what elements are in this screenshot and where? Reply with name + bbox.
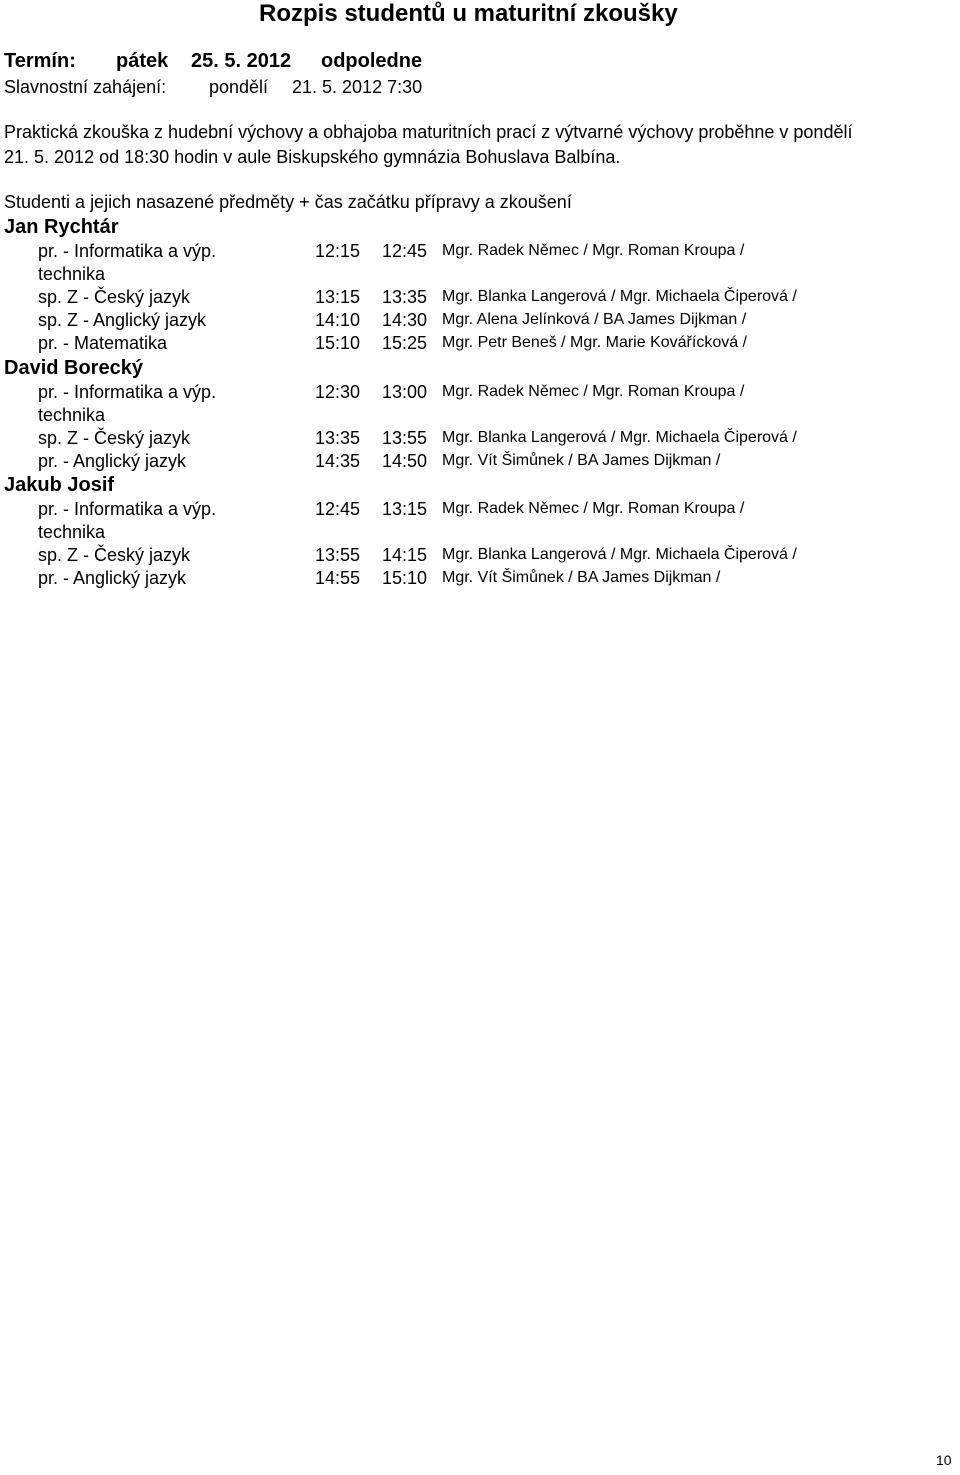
opening-day: pondělí <box>209 77 269 97</box>
student-name: Jan Rychtár <box>4 216 119 238</box>
exam-time: 13:00 <box>382 382 428 402</box>
prep-time: 14:55 <box>315 568 361 588</box>
exam-subject: sp. Z - Český jazyk <box>38 428 191 448</box>
exam-teachers: Mgr. Radek Němec / Mgr. Roman Kroupa / <box>442 242 745 259</box>
exam-time: 13:35 <box>382 287 428 307</box>
prep-time: 15:10 <box>315 333 361 353</box>
prep-time: 13:35 <box>315 428 361 448</box>
exam-subject: sp. Z - Anglický jazyk <box>38 310 207 330</box>
exam-subject: pr. - Anglický jazyk <box>38 451 187 471</box>
prep-time: 12:45 <box>315 499 361 519</box>
exam-teachers: Mgr. Petr Beneš / Mgr. Marie Kovářícková / <box>442 334 747 351</box>
exam-time: 12:45 <box>382 241 428 261</box>
exam-time: 15:25 <box>382 333 428 353</box>
exam-teachers: Mgr. Blanka Langerová / Mgr. Michaela Čiperová / <box>442 429 797 446</box>
exam-teachers: Mgr. Vít Šimůnek / BA James Dijkman / <box>442 569 721 586</box>
opening-label: Slavnostní zahájení: <box>4 77 167 97</box>
exam-time: 14:50 <box>382 451 428 471</box>
student-name: Jakub Josif <box>4 474 115 496</box>
page-number: 10 <box>936 1452 952 1468</box>
exam-time: 14:30 <box>382 310 428 330</box>
exam-subject: pr. - Anglický jazyk <box>38 568 187 588</box>
exam-teachers: Mgr. Blanka Langerová / Mgr. Michaela Čiperová / <box>442 288 797 305</box>
exam-time: 15:10 <box>382 568 428 588</box>
exam-subject: pr. - Informatika a výp. <box>38 241 217 261</box>
prep-time: 14:10 <box>315 310 361 330</box>
exam-time: 13:15 <box>382 499 428 519</box>
exam-teachers: Mgr. Radek Němec / Mgr. Roman Kroupa / <box>442 500 745 517</box>
exam-subject: pr. - Matematika <box>38 333 168 353</box>
exam-subject: sp. Z - Český jazyk <box>38 287 191 307</box>
termin-day: pátek <box>116 50 169 72</box>
prep-time: 13:55 <box>315 545 361 565</box>
exam-subject-cont: technika <box>38 522 106 542</box>
exam-teachers: Mgr. Vít Šimůnek / BA James Dijkman / <box>442 452 721 469</box>
termin-date: 25. 5. 2012 <box>191 50 292 72</box>
intro-text: Studenti a jejich nasazené předměty + čas začátku přípravy a zkoušení <box>4 192 572 212</box>
exam-subject-cont: technika <box>38 264 106 284</box>
practical-note-line1: Praktická zkouška z hudební výchovy a obhajoba maturitních prací z výtvarné výchovy proběhne v pondělí <box>4 122 853 142</box>
exam-subject-cont: technika <box>38 405 106 425</box>
student-name: David Borecký <box>4 357 143 379</box>
exam-teachers: Mgr. Blanka Langerová / Mgr. Michaela Čiperová / <box>442 546 797 563</box>
prep-time: 13:15 <box>315 287 361 307</box>
practical-note-line2: 21. 5. 2012 od 18:30 hodin v aule Biskupského gymnázia Bohuslava Balbína. <box>4 147 621 167</box>
opening-datetime: 21. 5. 2012 7:30 <box>292 77 423 97</box>
exam-subject: pr. - Informatika a výp. <box>38 382 217 402</box>
exam-subject: pr. - Informatika a výp. <box>38 499 217 519</box>
exam-teachers: Mgr. Alena Jelínková / BA James Dijkman / <box>442 311 747 328</box>
prep-time: 12:30 <box>315 382 361 402</box>
page-title: Rozpis studentů u maturitní zkoušky <box>259 0 678 27</box>
exam-time: 13:55 <box>382 428 428 448</box>
termin-part: odpoledne <box>321 50 423 72</box>
exam-time: 14:15 <box>382 545 428 565</box>
exam-subject: sp. Z - Český jazyk <box>38 545 191 565</box>
termin-label: Termín: <box>4 50 76 72</box>
exam-teachers: Mgr. Radek Němec / Mgr. Roman Kroupa / <box>442 383 745 400</box>
prep-time: 12:15 <box>315 241 361 261</box>
prep-time: 14:35 <box>315 451 361 471</box>
